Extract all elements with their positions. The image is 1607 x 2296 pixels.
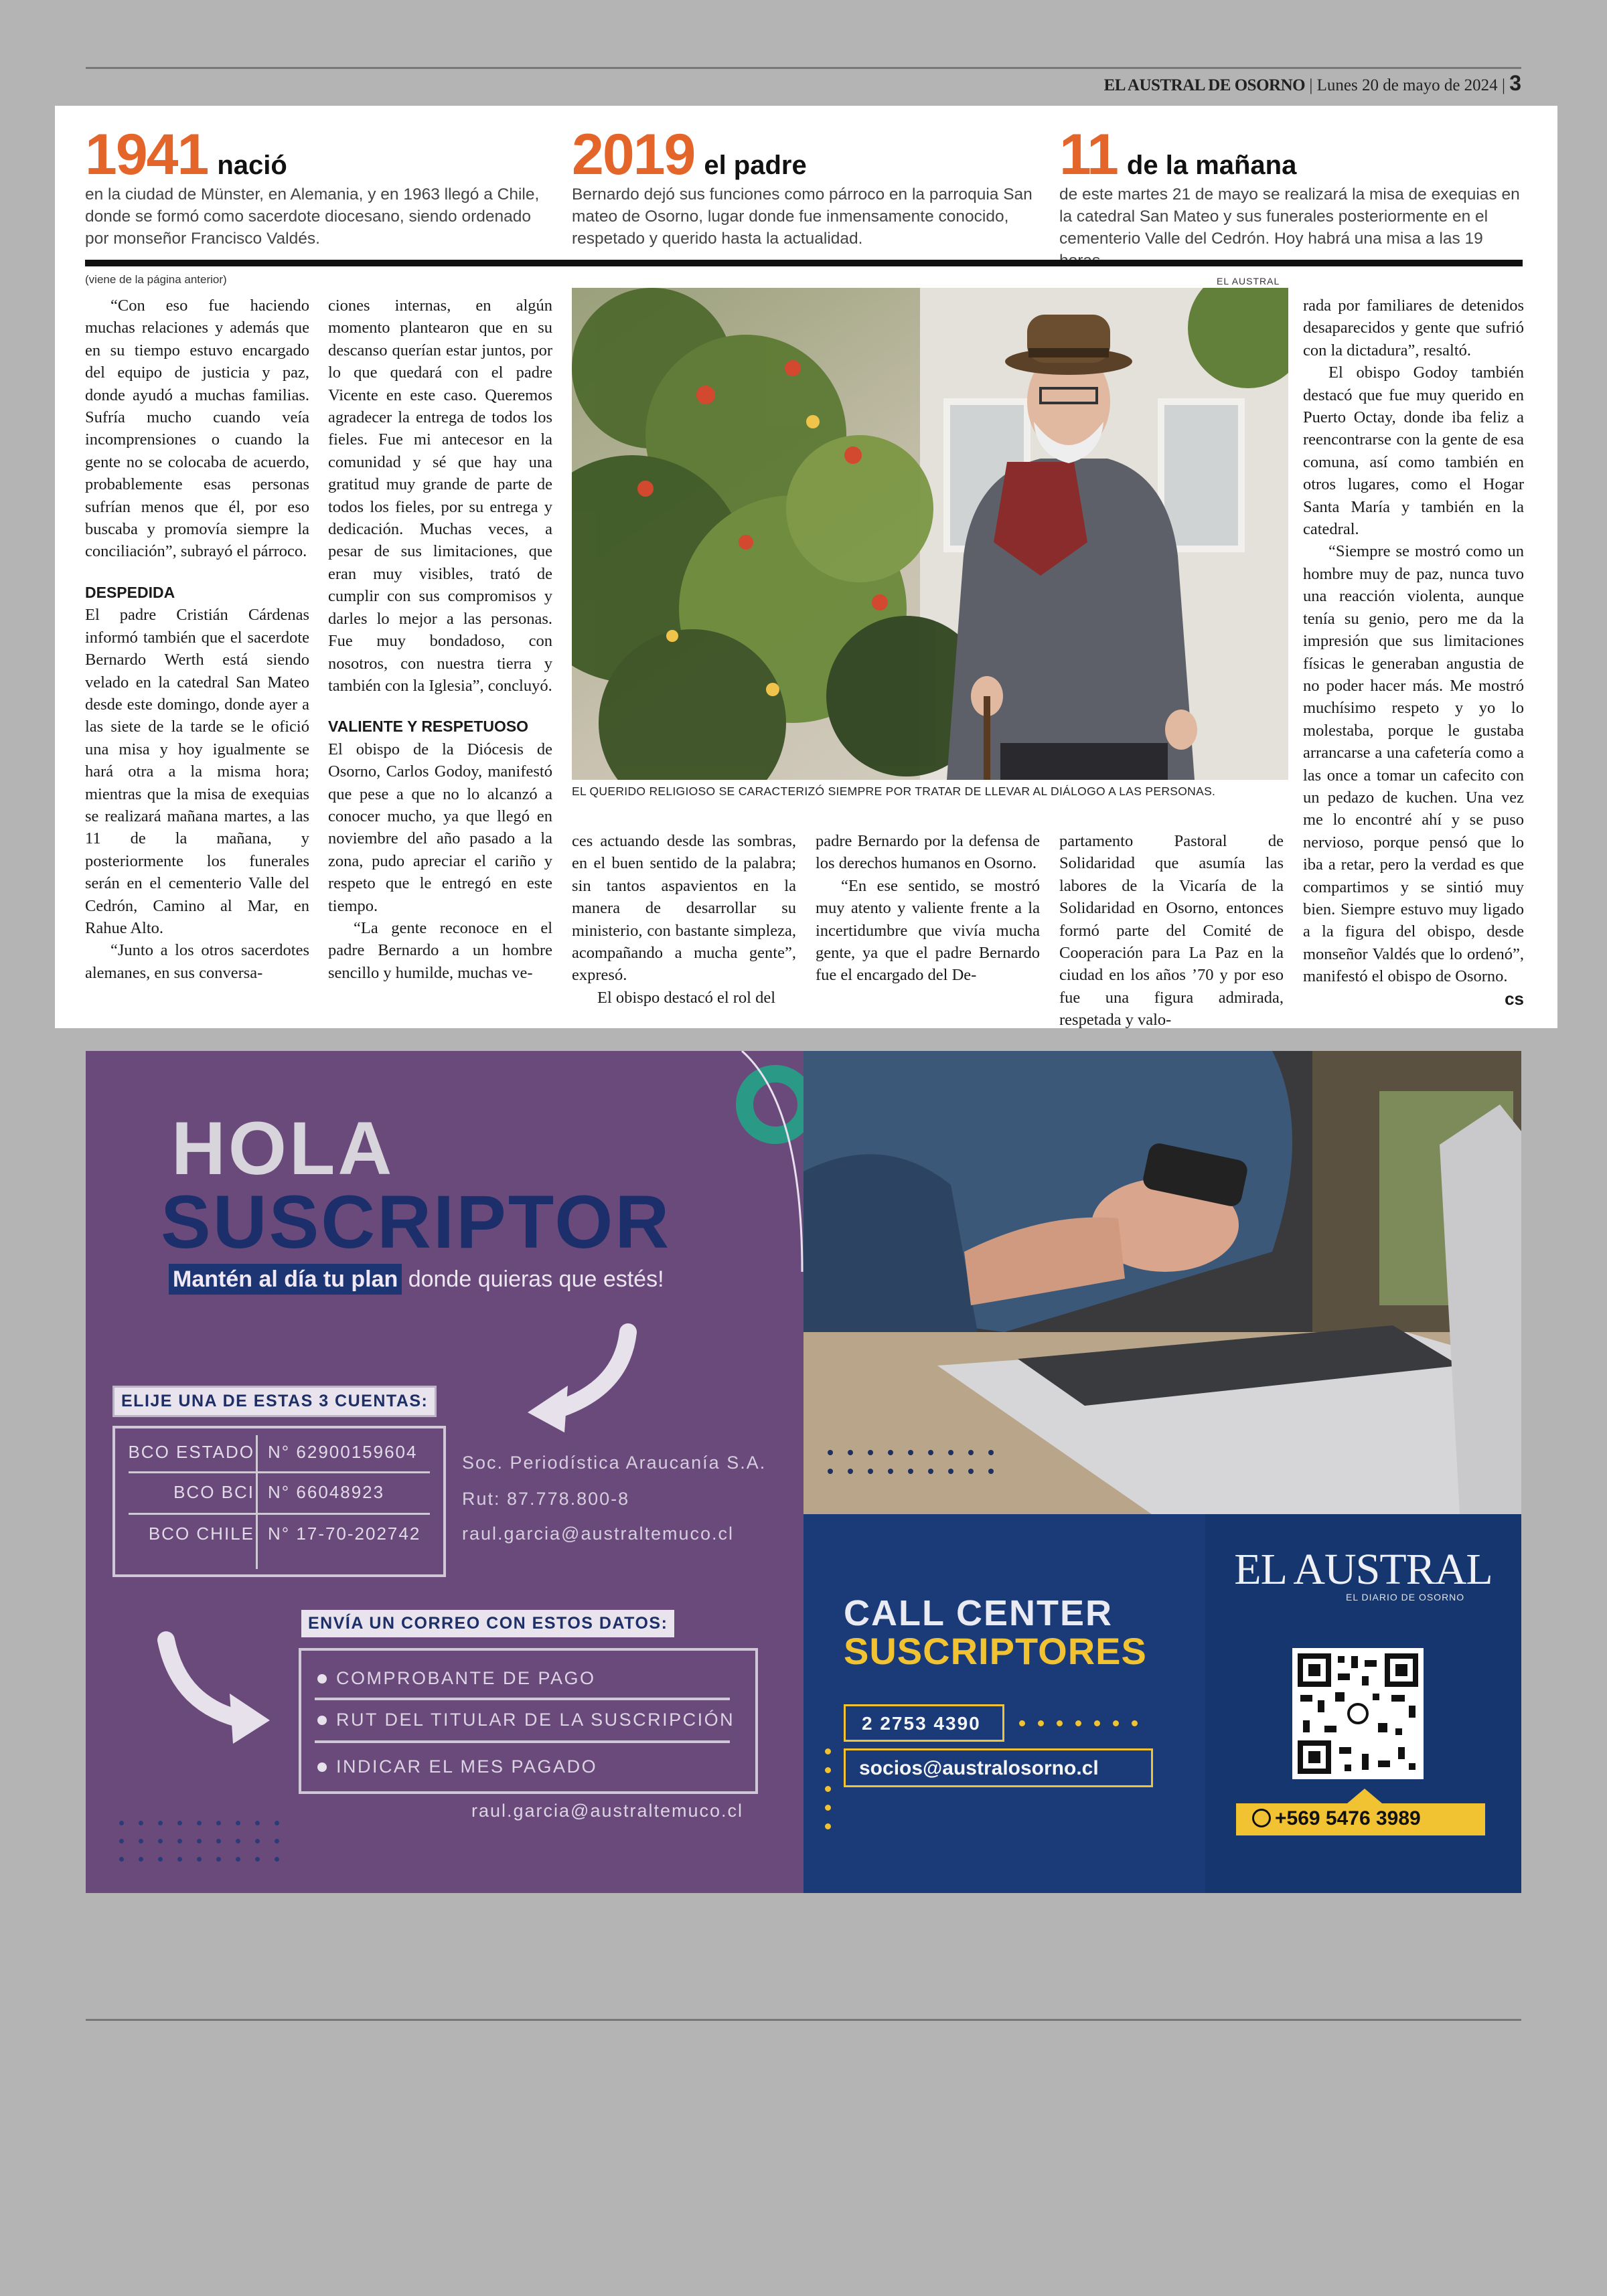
issue-date: Lunes 20 de mayo de 2024 bbox=[1316, 76, 1498, 94]
article-paragraph: ciones internas, en algún momento plantearon que en su descanso querían estar juntos, por lo que quedará con el padre Vicente en este caso. Queremos agradecer la entrega de todos los fieles. Fue mi antecesor en la comunidad y sé que hay una gratitud muy grande de parte de todos los fieles, por su entrega y dedicación. Muchas veces, a pesar de sus limitaciones, que eran muy visibles, trató de cumplir con sus compromisos y darles lo mejor a las personas. Fue muy bondadoso, con nosotros, con nuestra tierra y también con la Iglesia”, concluyó. bbox=[328, 297, 552, 695]
bank-name: BCO ESTADO bbox=[128, 1442, 254, 1462]
article-column-1 bbox=[85, 295, 309, 984]
whatsapp-number: +569 5476 3989 bbox=[1275, 1807, 1421, 1829]
requirement-item: COMPROBANTE DE PAGO bbox=[336, 1668, 596, 1688]
article-column-4 bbox=[816, 830, 1040, 987]
ad-left-panel bbox=[86, 1051, 804, 1893]
ad-tagline bbox=[169, 1266, 664, 1293]
continued-note: (viene de la página anterior) bbox=[85, 273, 227, 286]
fact-word: el padre bbox=[704, 151, 807, 180]
decorative-dot bbox=[825, 1805, 831, 1811]
priest-photo-illustration bbox=[572, 288, 1288, 780]
article-paragraph: “En ese sentido, se mostró muy atento y valiente frente a la incertidumbre que vivía mucha gente, ya que el padre Bernardo fue el encargado del De- bbox=[816, 876, 1040, 985]
article-photo bbox=[572, 288, 1288, 780]
article-paragraph: padre Bernardo por la defensa de los derechos humanos en Osorno. bbox=[816, 832, 1040, 873]
decorative-dot bbox=[1057, 1720, 1063, 1726]
ad-photo bbox=[804, 1051, 1521, 1514]
fact-box bbox=[1059, 122, 1521, 272]
brand-panel bbox=[1205, 1514, 1521, 1893]
brand-logo: EL AUSTRAL bbox=[1234, 1545, 1493, 1594]
tagline-highlight: Mantén al día tu plan bbox=[169, 1264, 402, 1295]
account-row bbox=[115, 1434, 443, 1474]
article-paragraph: “Con eso fue haciendo muchas relaciones y además que en su tiempo estuvo encargado del equipo de justicia y paz, donde ayudó a muchas familias. Sufría mucho cuando veía incomprensiones o cuando la gente no se colocaba de acuerdo, probablemente esas personas sufrían menos que él, por eso buscaba y promovía siempre la conciliación”, subrayó el párroco. bbox=[85, 297, 309, 561]
requirement-divider bbox=[315, 1698, 730, 1700]
decorative-dot bbox=[1075, 1720, 1081, 1726]
top-rule bbox=[86, 67, 1521, 69]
news-page bbox=[55, 106, 1557, 1028]
article-paragraph: El obispo de la Diócesis de Osorno, Carlos Godoy, manifestó que pese a que no lo alcanzó a conocer mucho, ya que llegó en noviembre del año pasado a la zona, pudo apreciar el cariño y respeto que le entregó en este tiempo. bbox=[328, 740, 552, 915]
whatsapp-icon bbox=[1252, 1809, 1271, 1827]
article-paragraph: El obispo destacó el rol del bbox=[597, 988, 776, 1007]
article-paragraph: ces actuando desde las sombras, en el buen sentido de la palabra; sin tantos aspavientos en la manera de desarrollar su ministerio, con bastante simpleza, acompañando a mucha gente”, expresó. bbox=[572, 832, 796, 985]
qr-code-icon bbox=[1292, 1648, 1424, 1779]
send-email-address: raul.garcia@australtemuco.cl bbox=[471, 1801, 744, 1821]
account-row bbox=[115, 1515, 443, 1556]
fact-word: de la mañana bbox=[1126, 151, 1297, 180]
decorative-dot bbox=[1094, 1720, 1100, 1726]
bank-name: BCO BCI bbox=[173, 1482, 254, 1502]
subscriber-ad bbox=[86, 1051, 1521, 1893]
ad-hola-title: HOLA bbox=[171, 1106, 395, 1190]
call-center-panel bbox=[804, 1514, 1205, 1893]
decorative-dot bbox=[825, 1767, 831, 1773]
fact-number: 1941 bbox=[85, 122, 208, 187]
fact-box bbox=[85, 122, 547, 250]
header-separator: | bbox=[1501, 76, 1510, 94]
bank-accounts-table bbox=[112, 1426, 446, 1577]
fact-box bbox=[572, 122, 1034, 250]
company-name: Soc. Periodística Araucanía S.A. bbox=[462, 1453, 767, 1473]
fact-text: de este martes 21 de mayo se realizará la misa de exequias en la catedral San Mateo y sus funerales posteriormente en el cementerio Valle del Cedrón. Hoy habrá una misa a las 19 bbox=[1059, 185, 1520, 248]
fact-word: nació bbox=[217, 151, 287, 180]
article-paragraph: “La gente reconoce en el padre Bernardo a un hombre sencillo y humilde, muchas ve- bbox=[328, 918, 552, 982]
accounts-label: ELIJE UNA DE ESTAS 3 CUENTAS: bbox=[112, 1386, 437, 1417]
article-paragraph: “Siempre se mostró como un hombre muy de paz, nunca tuvo una reacción violenta, aunque tenía su genio, pero me da la impresión que sus limitaciones físicas le generaban angustia de no poder hacer más. Me mostró muchísimo respeto y yo lo molestaba, porque le gustaba arrancarse a una cafetería como a las once a tomar un cafecito con un pedazo de kuchen. Una vez me lo encontré ahí y se puso nervioso, porque pensó que lo iba a retar, pero la verdad es que compartimos y se sintió muy bien. Siempre estuvo muy ligado a la figura del obispo, desde monseñor Valdés que lo ordenó”, manifestó el obispo de Osorno. bbox=[1303, 542, 1524, 986]
arrow-down-right-icon bbox=[153, 1627, 287, 1747]
decorative-dot bbox=[825, 1786, 831, 1792]
decorative-dot bbox=[1038, 1720, 1044, 1726]
arrow-down-left-icon bbox=[508, 1319, 655, 1439]
article-column-3 bbox=[572, 830, 796, 1009]
fact-number: 11 bbox=[1059, 122, 1118, 187]
page-header bbox=[1104, 71, 1521, 96]
requirement-item: INDICAR EL MES PAGADO bbox=[336, 1756, 598, 1777]
fact-text: Bernardo dejó sus funciones como párroco en la parroquia San mateo de Osorno, lugar donde fue inmensamente conocido, respetado y querido hasta la actualidad. bbox=[572, 185, 1032, 248]
ad-suscriptor-title: SUSCRIPTOR bbox=[161, 1180, 672, 1264]
decorative-dots bbox=[119, 1821, 279, 1862]
tagline-rest: donde quieras que estés! bbox=[408, 1266, 664, 1292]
publication-name: EL AUSTRAL DE OSORNO bbox=[1103, 76, 1306, 94]
header-separator: | bbox=[1309, 76, 1317, 94]
company-rut: Rut: 87.778.800-8 bbox=[462, 1489, 630, 1509]
send-requirements-box bbox=[299, 1648, 758, 1794]
call-center-title: CALL CENTER bbox=[844, 1593, 1114, 1633]
article-column-5 bbox=[1059, 830, 1284, 1032]
article-paragraph: partamento Pastoral de Solidaridad que asumía las labores de la Vicaría de la Solidaridad en Osorno, entonces formó parte del Comité de Cooperación para La Paz en la ciudad en los años ’70 y por eso fue una figura admirada, respetada y valo- bbox=[1059, 832, 1284, 1030]
article-column-2 bbox=[328, 295, 552, 984]
account-number: N° 17-70-202742 bbox=[268, 1524, 421, 1544]
call-center-subtitle: SUSCRIPTORES bbox=[844, 1630, 1147, 1672]
photo-credit: EL AUSTRAL bbox=[1217, 276, 1280, 286]
brand-subtitle: EL DIARIO DE OSORNO bbox=[1346, 1592, 1465, 1603]
requirement-item: RUT DEL TITULAR DE LA SUSCRIPCIÓN bbox=[336, 1710, 735, 1730]
phone-laptop-photo-illustration bbox=[804, 1051, 1521, 1514]
bottom-rule bbox=[86, 2019, 1521, 2021]
article-paragraph: El obispo Godoy también destacó que fue muy querido en Puerto Octay, donde iba feliz a reencontrarse con la gente de esa comuna, así como también en otros lugares, como el Hogar Santa María y también en la catedral. bbox=[1303, 363, 1524, 539]
decorative-dot bbox=[1132, 1720, 1138, 1726]
account-number: N° 66048923 bbox=[268, 1482, 385, 1502]
facts-divider bbox=[85, 260, 1523, 266]
article-paragraph: El padre Cristián Cárdenas informó también que el sacerdote Bernardo Werth está siendo velado en la catedral San Mateo desde este domingo, donde ayer a las siete de la tarde se le ofició una misa y hoy igualmente se hará otra a la misma hora; mientras que la misa de exequias se realizará mañana martes, a las 11 de la mañana, y posteriormente los funerales serán en el cementerio Valle del Cedrón, Camino al Mar, en Rahue Alto. bbox=[85, 606, 309, 937]
send-email-label: ENVÍA UN CORREO CON ESTOS DATOS: bbox=[301, 1610, 674, 1637]
decorative-dot bbox=[825, 1748, 831, 1754]
article-paragraph: rada por familiares de detenidos desaparecidos y gente que sufrió con la dictadura”, resaltó. bbox=[1303, 297, 1524, 359]
photo-caption: EL QUERIDO RELIGIOSO SE CARACTERIZÓ SIEMPRE POR TRATAR DE LLEVAR AL DIÁLOGO A LAS PERSONAS. bbox=[572, 785, 1216, 798]
requirement-divider bbox=[315, 1740, 730, 1743]
fact-text: en la ciudad de Münster, en Alemania, y en 1963 llegó a Chile, donde se formó como sacerdote diocesano, siendo ordenado por monseñor Francisco Valdés. bbox=[85, 185, 540, 248]
article-column-6 bbox=[1303, 295, 1524, 1010]
article-subheading: DESPEDIDA bbox=[85, 583, 175, 601]
decorative-dot bbox=[1019, 1720, 1025, 1726]
article-paragraph: “Junto a los otros sacerdotes alemanes, en sus conversa- bbox=[85, 941, 309, 982]
fact-number: 2019 bbox=[572, 122, 695, 187]
decorative-dot bbox=[1113, 1720, 1119, 1726]
callout-pointer bbox=[1347, 1789, 1382, 1803]
article-subheading: VALIENTE Y RESPETUOSO bbox=[328, 718, 529, 736]
company-email: raul.garcia@australtemuco.cl bbox=[462, 1524, 735, 1544]
account-number: N° 62900159604 bbox=[268, 1442, 418, 1462]
call-center-email: socios@australosorno.cl bbox=[844, 1748, 1153, 1787]
whatsapp-phone bbox=[1236, 1803, 1485, 1835]
bank-name: BCO CHILE bbox=[148, 1524, 254, 1544]
account-row bbox=[115, 1474, 443, 1514]
end-mark: cs bbox=[1505, 988, 1524, 1009]
call-center-phone: 2 2753 4390 bbox=[844, 1704, 1004, 1742]
decorative-dot bbox=[825, 1823, 831, 1829]
page-number: 3 bbox=[1509, 71, 1521, 95]
